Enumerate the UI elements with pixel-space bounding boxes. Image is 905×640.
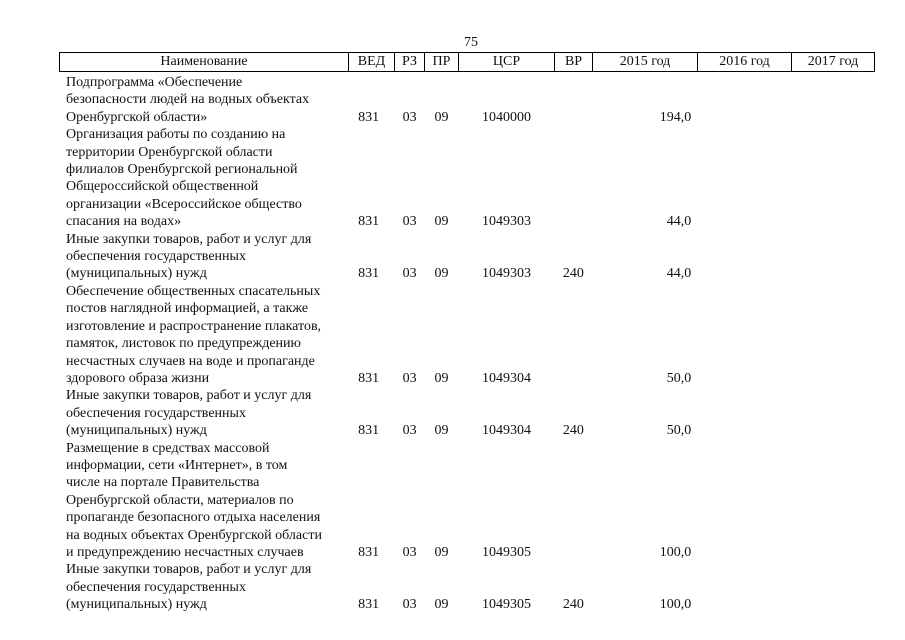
header-year-2017: 2017 год (807, 54, 859, 69)
row-csr: 1049303 (481, 214, 531, 230)
row-name-line: безопасности людей на водных объектах (66, 92, 310, 108)
row-name (60, 440, 349, 562)
header-rz: РЗ (395, 52, 425, 72)
row-name-line: (муниципальных) нужд (66, 423, 207, 439)
row-name-line: изготовление и распространение плакатов, (66, 318, 322, 334)
header-csr: ЦСР (459, 52, 555, 72)
row-year-2015: 44,0 (666, 266, 692, 282)
row-name-line: на водных объектах Оренбургской области (66, 527, 322, 543)
row-name-line: (муниципальных) нужд (66, 597, 207, 613)
row-rz: 03 (402, 214, 417, 230)
table-row (60, 126, 873, 230)
row-name-line: территории Оренбургской области (66, 144, 273, 160)
row-name (60, 387, 349, 439)
header-year-2015: 2015 год (593, 52, 698, 72)
row-year-2015: 50,0 (666, 370, 692, 386)
row-name (60, 74, 349, 126)
table-row (60, 283, 873, 387)
row-ved: 831 (358, 370, 380, 386)
row-name (60, 126, 349, 230)
row-pr: 09 (434, 423, 449, 439)
row-name-line: Иные закупки товаров, работ и услуг для (66, 562, 312, 578)
row-name-line: спасания на водах» (66, 214, 182, 230)
row-name-line: памяток, листовок по предупреждению (66, 336, 301, 352)
row-name-line: Иные закупки товаров, работ и услуг для (66, 231, 312, 247)
row-name-line: Общероссийской общественной (66, 179, 259, 195)
row-rz: 03 (402, 370, 417, 386)
row-name-line: числе на портале Правительства (66, 475, 260, 491)
row-name-line: организации «Всероссийское общество (66, 196, 302, 212)
row-name-line: Оренбургской области» (66, 109, 208, 125)
row-ved: 831 (358, 544, 380, 560)
row-pr: 09 (434, 370, 449, 386)
row-pr: 09 (434, 214, 449, 230)
header-year-2016: 2016 год (698, 52, 792, 72)
header-name: Наименование (60, 52, 349, 72)
row-year-2015: 44,0 (666, 214, 692, 230)
row-ved: 831 (358, 109, 380, 125)
row-name (60, 561, 349, 613)
row-year-2015: 100,0 (659, 544, 692, 560)
row-name-line: обеспечения государственных (66, 249, 246, 265)
row-vr: 240 (562, 266, 584, 282)
row-vr: 240 (562, 423, 584, 439)
row-rz: 03 (402, 266, 417, 282)
row-csr: 1049305 (481, 597, 531, 613)
row-name-line: обеспечения государственных (66, 405, 246, 421)
row-name-line: Обеспечение общественных спасательных (66, 283, 321, 299)
table-row (60, 74, 873, 126)
row-ved: 831 (358, 597, 380, 613)
row-name-line: несчастных случаев на воде и пропаганде (66, 353, 315, 369)
row-vr: 240 (562, 597, 584, 613)
table-row (60, 231, 873, 283)
row-pr: 09 (434, 266, 449, 282)
header-vr: ВР (555, 52, 593, 72)
row-name-line: Иные закупки товаров, работ и услуг для (66, 388, 312, 404)
row-name-line: филиалов Оренбургской региональной (66, 162, 298, 178)
row-name-line: постов наглядной информацией, а также (66, 301, 309, 317)
row-name-line: пропаганде безопасного отдыха населения (66, 510, 321, 526)
page-number: 75 (464, 35, 478, 50)
row-rz: 03 (402, 597, 417, 613)
row-name-line: здорового образа жизни (66, 370, 210, 386)
row-name-line: Организация работы по созданию на (66, 127, 286, 143)
row-pr: 09 (434, 109, 449, 125)
row-name-line: и предупреждению несчастных случаев (66, 544, 304, 560)
row-rz: 03 (402, 109, 417, 125)
row-rz: 03 (402, 544, 417, 560)
row-name-line: обеспечения государственных (66, 579, 246, 595)
row-year-2015: 194,0 (659, 109, 692, 125)
table-header (59, 52, 875, 72)
table-body (60, 74, 873, 614)
table-row (60, 561, 873, 613)
row-name (60, 283, 349, 387)
row-name (60, 231, 349, 283)
row-csr: 1049304 (481, 423, 531, 439)
row-name-line: информации, сети «Интернет», в том (66, 457, 288, 473)
row-name-line: Размещение в средствах массовой (66, 440, 270, 456)
header-pr: ПР (425, 52, 459, 72)
row-name-line: Оренбургской области, материалов по (66, 492, 294, 508)
table-row (60, 387, 873, 439)
row-pr: 09 (434, 544, 449, 560)
row-ved: 831 (358, 423, 380, 439)
row-name-line: (муниципальных) нужд (66, 266, 207, 282)
row-csr: 1040000 (481, 109, 531, 125)
header-ved: ВЕД (349, 52, 395, 72)
row-year-2015: 100,0 (659, 597, 692, 613)
row-csr: 1049303 (481, 266, 531, 282)
row-ved: 831 (358, 214, 380, 230)
row-pr: 09 (434, 597, 449, 613)
row-rz: 03 (402, 423, 417, 439)
row-csr: 1049304 (481, 370, 531, 386)
row-ved: 831 (358, 266, 380, 282)
row-csr: 1049305 (481, 544, 531, 560)
table-row (60, 440, 873, 562)
row-year-2015: 50,0 (666, 423, 692, 439)
row-name-line: Подпрограмма «Обеспечение (66, 75, 243, 90)
